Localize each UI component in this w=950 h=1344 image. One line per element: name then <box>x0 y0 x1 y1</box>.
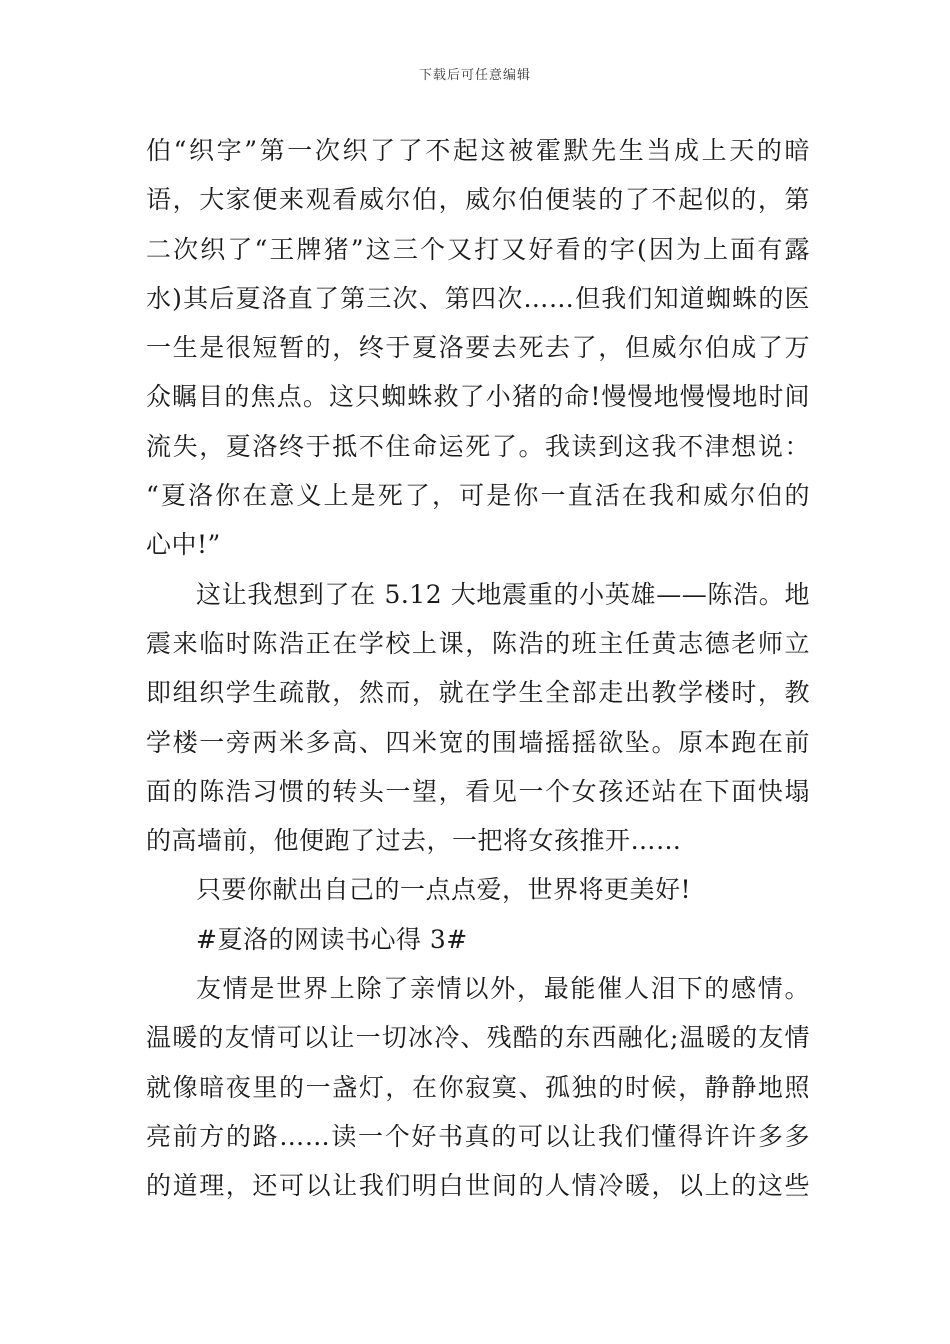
text-line: 的高墙前，他便跑了过去，一把将女孩推开…… <box>146 826 682 856</box>
text-line: 二次织了“王牌猪”这三个又打又好看的字(因为上面有露 <box>146 234 810 264</box>
page-header: 下载后可任意编辑 <box>418 68 531 83</box>
text-line: 温暖的友情可以让一切冰冷、残酷的东西融化;温暖的友情 <box>146 1023 810 1053</box>
text-line: 就像暗夜里的一盏灯，在你寂寞、孤独的时候，静静地照 <box>146 1072 810 1102</box>
text-line: 面的陈浩习惯的转头一望，看见一个女孩还站在下面快塌 <box>146 776 810 806</box>
text-line: 心中!” <box>146 530 221 560</box>
text-line: 一生是很短暂的，终于夏洛要去死去了，但威尔伯成了万 <box>146 333 810 363</box>
text-line: 众瞩目的焦点。这只蜘蛛救了小猪的命!慢慢地慢慢地时间 <box>146 382 810 412</box>
text-line: 伯“织字”第一次织了了不起这被霍默先生当成上天的暗 <box>146 136 810 165</box>
text-line: 亮前方的路……读一个好书真的可以让我们懂得许许多多 <box>146 1121 810 1151</box>
text-line: 这让我想到了在 5.12 大地震重的小英雄——陈浩。地 <box>196 579 810 609</box>
text-line: 学楼一旁两米多高、四米宽的围墙摇摇欲坠。原本跑在前 <box>146 727 810 757</box>
text-line: 只要你献出自己的一点点爱，世界将更美好! <box>196 875 692 905</box>
text-line: 震来临时陈浩正在学校上课，陈浩的班主任黄志德老师立 <box>146 628 810 658</box>
text-line: 友情是世界上除了亲情以外，最能催人泪下的感情。 <box>196 974 810 1004</box>
text-line: 语，大家便来观看威尔伯，威尔伯便装的了不起似的，第 <box>146 185 810 215</box>
text-line: “夏洛你在意义上是死了，可是你一直活在我和威尔伯的 <box>146 481 810 511</box>
document-body <box>146 126 810 1211</box>
section-heading: #夏洛的网读书心得 3# <box>196 924 468 954</box>
text-line: 即组织学生疏散，然而，就在学生全部走出教学楼时，教 <box>146 678 810 708</box>
text-line: 流失，夏洛终于抵不住命运死了。我读到这我不津想说： <box>146 431 810 461</box>
text-line: 的道理，还可以让我们明白世间的人情冷暖，以上的这些 <box>146 1171 810 1201</box>
text-line: 水)其后夏洛直了第三次、第四次……但我们知道蜘蛛的医 <box>146 283 810 313</box>
